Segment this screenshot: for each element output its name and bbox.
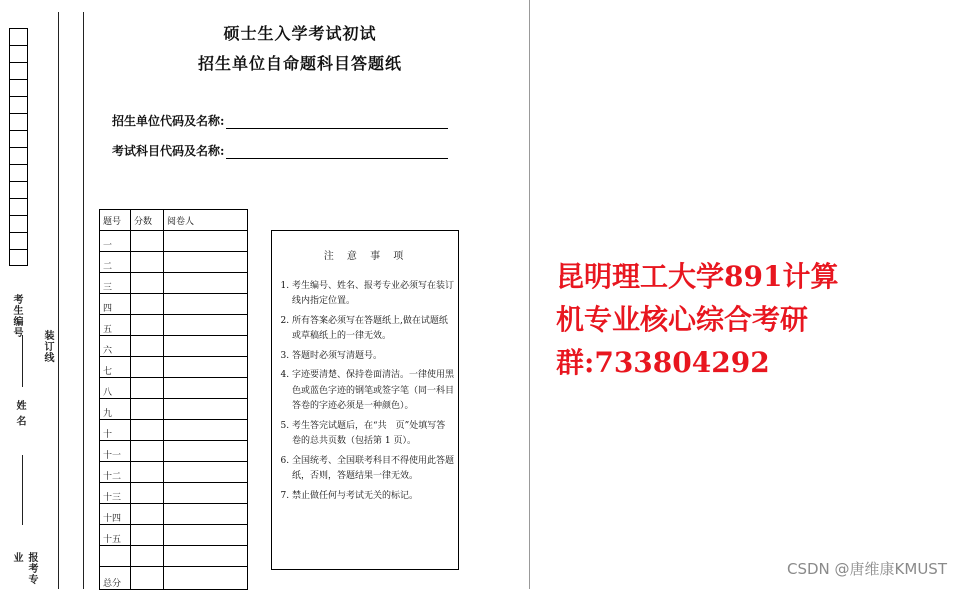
notice-item: 7. 禁止做任何与考试无关的标记。 — [292, 489, 454, 505]
digit-box — [9, 62, 28, 79]
csdn-watermark: CSDN @唐维康KMUST — [787, 560, 947, 578]
grader-cell — [164, 294, 248, 315]
margin-line — [83, 12, 84, 589]
table-row — [100, 315, 248, 336]
grader-cell — [164, 441, 248, 462]
page-edge — [529, 0, 530, 589]
question-no: 二 — [100, 252, 131, 273]
score-table-header — [100, 210, 248, 231]
grader-cell — [164, 231, 248, 252]
candidate-number-underline — [22, 335, 23, 387]
table-row — [100, 441, 248, 462]
grader-cell — [164, 273, 248, 294]
notice-box — [271, 230, 459, 570]
score-cell — [131, 420, 164, 441]
question-no — [100, 546, 131, 567]
unit-field — [112, 112, 448, 129]
major-label: 报考专业 — [11, 552, 37, 585]
notice-item: 5. 考生答完试题后，在“共 页”处填写答卷的总共页数（包括第 1 页）。 — [292, 419, 454, 450]
header-score: 分数 — [131, 210, 164, 231]
score-cell — [131, 357, 164, 378]
score-cell — [131, 315, 164, 336]
table-row — [100, 462, 248, 483]
score-cell — [131, 399, 164, 420]
question-no: 七 — [100, 357, 131, 378]
question-no: 五 — [100, 315, 131, 336]
candidate-number-label: 考生编号 — [11, 294, 22, 338]
grader-cell — [164, 525, 248, 546]
total-label: 总分 — [100, 567, 131, 590]
table-row — [100, 420, 248, 441]
question-no: 八 — [100, 378, 131, 399]
table-row-total — [100, 567, 248, 590]
header-grader: 阅卷人 — [164, 210, 248, 231]
notice-item: 1. 考生编号、姓名、报考专业必须写在装订线内指定位置。 — [292, 279, 454, 310]
subject-field-line[interactable] — [226, 146, 448, 159]
table-row — [100, 294, 248, 315]
digit-box — [9, 130, 28, 147]
question-no: 十 — [100, 420, 131, 441]
table-row — [100, 525, 248, 546]
score-cell — [131, 483, 164, 504]
promo-line-1: 昆明理工大学891计算 — [556, 260, 839, 293]
table-row — [100, 378, 248, 399]
sheet-subtitle: 招生单位自命题科目答题纸 — [197, 54, 402, 73]
grader-cell — [164, 252, 248, 273]
score-cell — [131, 231, 164, 252]
grader-cell — [164, 546, 248, 567]
grader-cell — [164, 315, 248, 336]
promo-line-3: 群:733804292 — [556, 346, 770, 379]
table-row — [100, 483, 248, 504]
table-row — [100, 231, 248, 252]
score-cell — [131, 525, 164, 546]
score-cell — [131, 294, 164, 315]
subject-field — [112, 142, 448, 159]
question-no: 三 — [100, 273, 131, 294]
grader-cell — [164, 462, 248, 483]
grader-cell — [164, 483, 248, 504]
question-no: 十五 — [100, 525, 131, 546]
notice-item: 3. 答题时必须写清题号。 — [292, 349, 454, 365]
score-cell — [131, 546, 164, 567]
digit-box — [9, 96, 28, 113]
score-cell — [131, 378, 164, 399]
header-question-no: 题号 — [100, 210, 131, 231]
total-grader-cell — [164, 567, 248, 590]
table-row — [100, 273, 248, 294]
grader-cell — [164, 504, 248, 525]
grader-cell — [164, 357, 248, 378]
subject-field-label: 考试科目代码及名称: — [112, 144, 225, 158]
grader-cell — [164, 378, 248, 399]
name-underline — [22, 455, 23, 525]
question-no: 十三 — [100, 483, 131, 504]
grader-cell — [164, 420, 248, 441]
table-row — [100, 504, 248, 525]
question-no: 十四 — [100, 504, 131, 525]
question-no: 四 — [100, 294, 131, 315]
digit-box — [9, 181, 28, 198]
grader-cell — [164, 336, 248, 357]
digit-box — [9, 164, 28, 181]
table-row — [100, 546, 248, 567]
digit-box — [9, 147, 28, 164]
digit-box — [9, 249, 28, 266]
question-no: 十一 — [100, 441, 131, 462]
question-no: 一 — [100, 231, 131, 252]
score-cell — [131, 252, 164, 273]
binding-line-label: 装订线 — [42, 330, 53, 363]
promo-text — [556, 255, 838, 384]
candidate-number-boxes — [9, 28, 29, 266]
score-table — [99, 209, 248, 590]
unit-field-line[interactable] — [226, 116, 448, 129]
notice-item: 6. 全国统考、全国联考科目不得使用此答题纸，否则，答题结果一律无效。 — [292, 454, 454, 485]
score-cell — [131, 273, 164, 294]
name-label: 姓 名 — [14, 400, 25, 427]
question-no: 九 — [100, 399, 131, 420]
digit-box — [9, 79, 28, 96]
question-no: 十二 — [100, 462, 131, 483]
digit-box — [9, 113, 28, 130]
score-cell — [131, 441, 164, 462]
digit-box — [9, 232, 28, 249]
notice-title: 注 意 事 项 — [323, 251, 409, 262]
table-row — [100, 336, 248, 357]
digit-box — [9, 198, 28, 215]
notice-item: 4. 字迹要清楚、保持卷面清洁。一律使用黑色或蓝色字迹的钢笔或签字笔（同一科目答卷的字迹必须是一种颜色）。 — [292, 368, 454, 415]
digit-box — [9, 215, 28, 232]
sheet-title: 硕士生入学考试初试 — [223, 24, 377, 43]
question-no: 六 — [100, 336, 131, 357]
total-score-cell — [131, 567, 164, 590]
notice-list — [278, 279, 454, 505]
score-cell — [131, 336, 164, 357]
table-row — [100, 357, 248, 378]
table-row — [100, 252, 248, 273]
digit-box — [9, 45, 28, 62]
unit-field-label: 招生单位代码及名称: — [112, 114, 225, 128]
grader-cell — [164, 399, 248, 420]
digit-box — [9, 28, 28, 45]
score-cell — [131, 504, 164, 525]
binding-line — [58, 12, 59, 589]
promo-line-2: 机专业核心综合考研 — [556, 303, 809, 336]
table-row — [100, 399, 248, 420]
score-cell — [131, 462, 164, 483]
notice-item: 2. 所有答案必须写在答题纸上,做在试题纸或草稿纸上的一律无效。 — [292, 314, 454, 345]
